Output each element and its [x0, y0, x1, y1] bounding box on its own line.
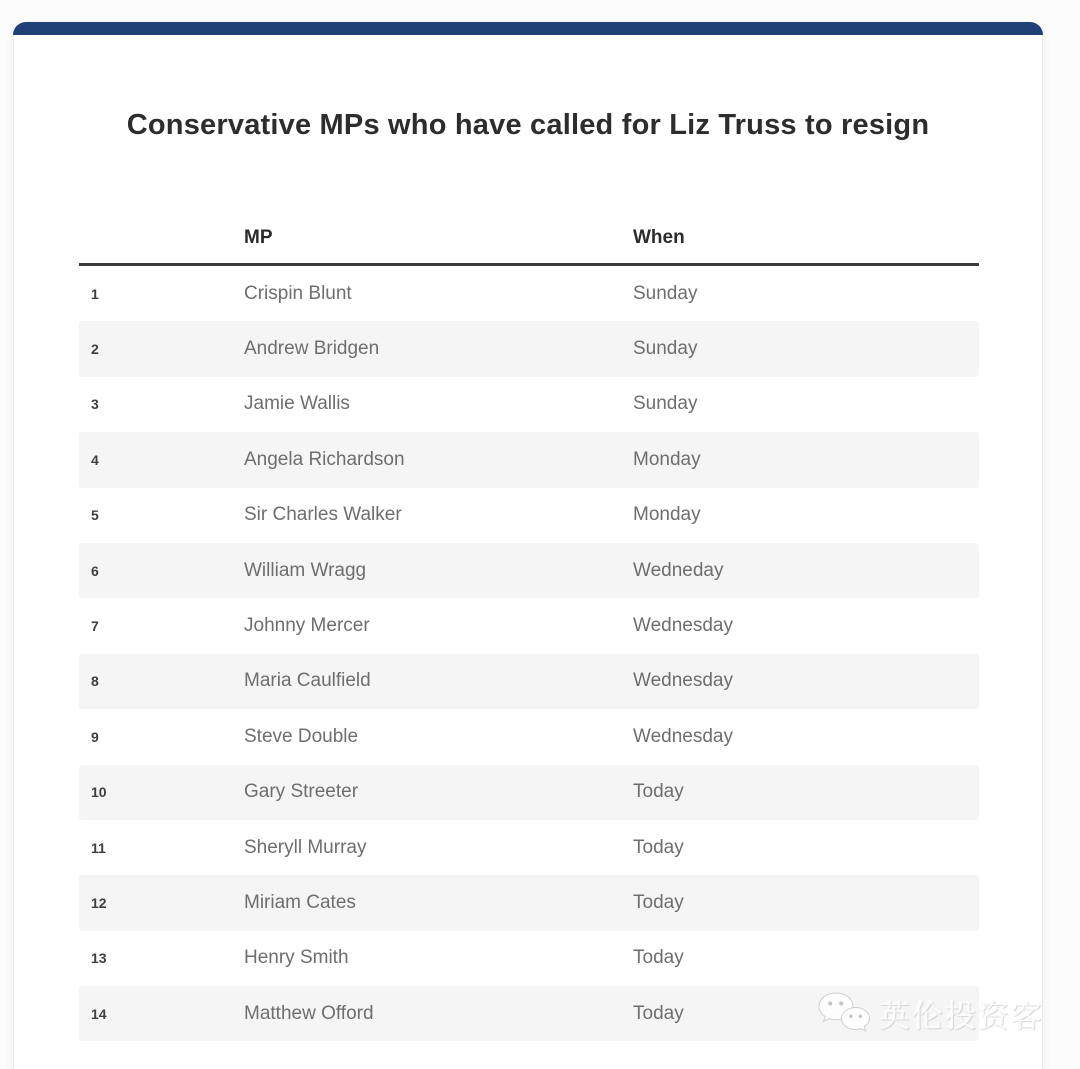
table-header-row — [79, 213, 979, 266]
row-number: 9 — [91, 728, 99, 745]
when-value: Wednesday — [633, 670, 733, 692]
mp-name: Andrew Bridgen — [244, 338, 380, 360]
mp-name: William Wragg — [244, 559, 367, 581]
row-number: 2 — [91, 341, 99, 358]
table-row — [79, 598, 979, 653]
column-header-mp: MP — [244, 227, 273, 248]
row-number: 12 — [91, 894, 107, 911]
when-value: Sunday — [633, 282, 698, 304]
when-value: Wednesday — [633, 725, 733, 747]
mp-name: Sheryll Murray — [244, 836, 367, 858]
mp-name: Miriam Cates — [244, 891, 356, 913]
row-number: 11 — [91, 839, 106, 856]
row-number: 1 — [91, 285, 99, 302]
when-value: Today — [633, 947, 684, 969]
row-number: 7 — [91, 618, 99, 635]
column-header-when: When — [633, 227, 685, 248]
row-number: 8 — [91, 673, 99, 690]
table-row — [79, 931, 979, 986]
table-row — [79, 986, 979, 1041]
mp-name: Matthew Offord — [244, 1002, 374, 1024]
when-value: Sunday — [633, 393, 698, 415]
page-title: Conservative MPs who have called for Liz Truss to resign — [126, 109, 930, 141]
when-value: Today — [633, 781, 684, 803]
table-row — [79, 432, 979, 487]
when-value: Today — [633, 891, 684, 913]
mp-name: Crispin Blunt — [244, 282, 352, 304]
table-row — [79, 266, 979, 321]
row-number: 13 — [91, 950, 107, 967]
when-value: Monday — [633, 504, 701, 526]
infographic-card — [13, 22, 1043, 1069]
table-row — [79, 543, 979, 598]
table-row — [79, 654, 979, 709]
table-row — [79, 321, 979, 376]
row-number: 6 — [91, 562, 99, 579]
mp-name: Johnny Mercer — [244, 615, 370, 637]
when-value: Today — [633, 836, 684, 858]
mp-name: Angela Richardson — [244, 448, 405, 470]
when-value: Wednesday — [633, 615, 733, 637]
mp-name: Henry Smith — [244, 947, 349, 969]
mp-name: Sir Charles Walker — [244, 504, 402, 526]
mp-table — [79, 213, 979, 1041]
table-row — [79, 820, 979, 875]
when-value: Today — [633, 1002, 684, 1024]
accent-bar — [13, 22, 1043, 35]
row-number: 5 — [91, 507, 99, 524]
table-row — [79, 765, 979, 820]
row-number: 3 — [91, 396, 99, 413]
when-value: Sunday — [633, 338, 698, 360]
row-number: 14 — [91, 1005, 107, 1022]
mp-name: Maria Caulfield — [244, 670, 371, 692]
row-number: 10 — [91, 784, 107, 801]
table-row — [79, 709, 979, 764]
when-value: Monday — [633, 448, 701, 470]
when-value: Wedneday — [633, 559, 724, 581]
mp-name: Jamie Wallis — [244, 393, 350, 415]
mp-name: Gary Streeter — [244, 781, 359, 803]
row-number: 4 — [91, 451, 99, 468]
table-row — [79, 488, 979, 543]
mp-name: Steve Double — [244, 725, 359, 747]
watermark-text: 英伦投资客 — [879, 998, 1044, 1034]
table-row — [79, 377, 979, 432]
table-row — [79, 875, 979, 930]
